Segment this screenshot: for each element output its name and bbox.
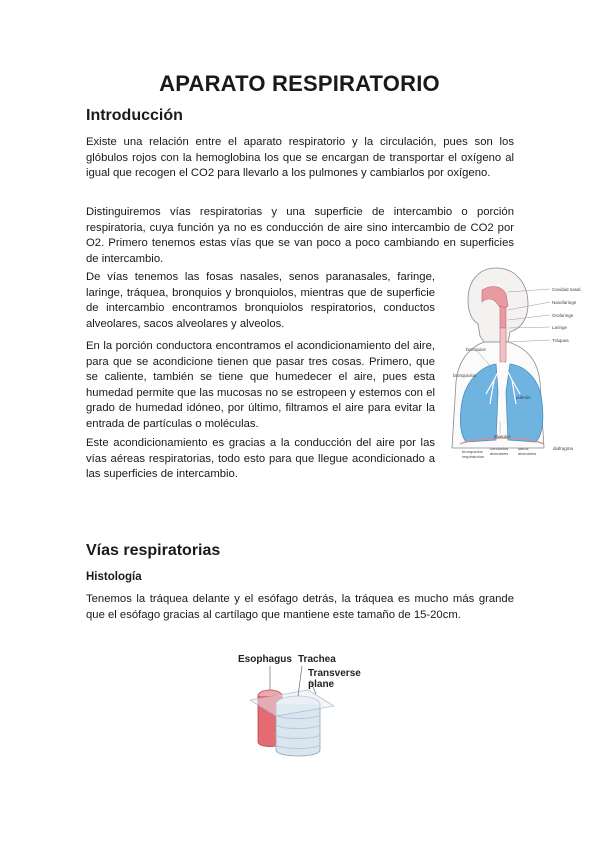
label-bronquios: bronquios: [466, 347, 486, 352]
label-alveolos: alveolos: [494, 434, 511, 439]
label-esophagus: Esophagus: [238, 654, 292, 665]
label-nasofaringe: Nasofaringe: [552, 300, 577, 305]
pharynx: [500, 306, 506, 328]
label-sacos-2: alveolares: [518, 451, 537, 456]
intro-paragraph-3: De vías tenemos las fosas nasales, senos paranasales, faringe, laringe, tráquea, bronquios y bronquiolos, mientras que de superficie de intercambio encontramos bronquiolos respiratorios, conductos alveolares, sacos alveolares y alveolos.: [86, 271, 435, 330]
section-heading-intro: Introducción: [86, 107, 183, 124]
trachea-esophagus-illustration: [236, 650, 396, 762]
label-sacos-1: sacos: [518, 446, 529, 451]
label-orofaringe: Orofaringe: [552, 313, 574, 318]
trachea-esophagus-figure: [236, 650, 396, 762]
intro-paragraph-4: En la porción conductora encontramos el acondicionamiento del aire, para que se acondicione tienen que pasar tres cosas. Primero, que se caliente, también se tiene que humedecer el aire, pues esta humedad permite que las mucosas no se estropeen y estemos con el grado de humedad idóneo, por último, filtramos el aire para evitar la entrada de partículas o moléculas.: [86, 340, 435, 430]
label-traquea: Tráquea: [552, 338, 569, 343]
intro-paragraph-2: Distinguiremos vías respiratorias y una superficie de intercambio o porción respiratoria, cuya función ya no es conducción de aire sino intercambio de CO2 por O2. Primero tenemos estas vías que se van poco a poco cambiando en superficies de intercambio.: [86, 206, 514, 265]
label-diafragma: diafragma: [553, 446, 574, 451]
respiratory-system-illustration: [448, 262, 588, 470]
label-bronquiolos-resp-2: respiratorios: [462, 454, 485, 459]
subheading-histologia: Histología: [86, 571, 142, 583]
trachea-tube: [500, 328, 506, 362]
label-conductos-2: alveolares: [490, 451, 509, 456]
label-laringe: Laringe: [552, 325, 568, 330]
respiratory-system-figure: [448, 262, 588, 470]
label-pulmon: pulmón: [516, 395, 531, 400]
label-bronquiolos-resp-1: bronquiolos: [462, 449, 483, 454]
label-plane: plane: [308, 679, 335, 690]
label-trachea: Trachea: [298, 654, 336, 665]
label-transverse: Transverse: [308, 668, 361, 679]
intro-paragraph-5: Este acondicionamiento es gracias a la conducción del aire por las vías aéreas respiratorias, todo esto para que llegue acondicionado a las superficies de intercambio.: [86, 437, 435, 480]
label-conductos-1: conductos: [490, 446, 509, 451]
vias-paragraph-1: Tenemos la tráquea delante y el esófago detrás, la tráquea es mucho más grande que el esófago gracias al cartílago que mantiene este tamaño de 15-20cm.: [86, 593, 514, 621]
label-bronquiolos: bronquiolos: [453, 373, 477, 378]
section-heading-vias: Vías respiratorias: [86, 542, 221, 559]
page-title: APARATO RESPIRATORIO: [159, 71, 440, 96]
label-cavidad-nasal: Cavidad nasal: [552, 287, 581, 292]
intro-paragraph-1: Existe una relación entre el aparato respiratorio y la circulación, pues son los glóbulos rojos con la hemoglobina los que se encargan de transportar el oxígeno al igual que recogen el CO2 para llevarlo a los pulmones y cambiarlos por oxígeno.: [86, 136, 514, 179]
